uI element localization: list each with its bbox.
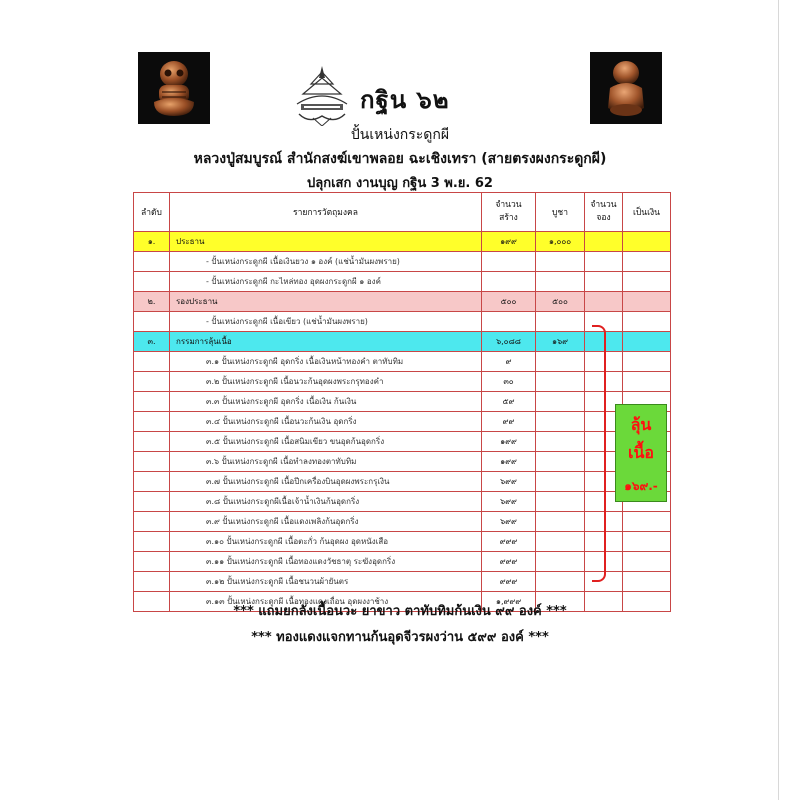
table-row bbox=[134, 392, 671, 412]
table-body bbox=[134, 232, 671, 612]
row-item-name: ๓.๖ ปั้นเหน่งกระดูกผี เนื้อทำลงทองตาทับทิม bbox=[170, 452, 482, 472]
row-reserved bbox=[585, 292, 623, 312]
table-row bbox=[134, 572, 671, 592]
header-reserved: จำนวน จอง bbox=[585, 193, 623, 232]
table-row bbox=[134, 372, 671, 392]
row-created-qty: ๙๙๙ bbox=[482, 572, 536, 592]
row-price bbox=[536, 552, 585, 572]
row-item-name: ๓.๘ ปั้นเหน่งกระดูกผีเนื้อเจ้าน้ำเงินก้นอุดกริ่ง bbox=[170, 492, 482, 512]
table-row bbox=[134, 252, 671, 272]
table-row bbox=[134, 472, 671, 492]
row-price bbox=[536, 472, 585, 492]
row-reserved bbox=[585, 252, 623, 272]
row-index bbox=[134, 272, 170, 292]
row-created-qty: ๖๙๙ bbox=[482, 512, 536, 532]
row-amount bbox=[623, 332, 671, 352]
row-created-qty bbox=[482, 272, 536, 292]
row-item-name: ๓.๑๐ ปั้นเหน่งกระดูกผี เนื้อตะกั่ว ก้นอุดผง อุดหนังเสือ bbox=[170, 532, 482, 552]
table-row bbox=[134, 412, 671, 432]
row-amount bbox=[623, 352, 671, 372]
row-index bbox=[134, 572, 170, 592]
row-price: ๑๖๙ bbox=[536, 332, 585, 352]
row-item-name: ๓.๓ ปั้นเหน่งกระดูกผี อุดกริ่ง เนื้อเงิน ก้นเงิน bbox=[170, 392, 482, 412]
row-item-name: ๓.๕ ปั้นเหน่งกระดูกผี เนื้อสนิมเขียว ขนอุดก้นอุดกริ่ง bbox=[170, 432, 482, 452]
row-created-qty: ๙๙๙ bbox=[482, 552, 536, 572]
row-created-qty: ๑๙๙ bbox=[482, 452, 536, 472]
row-index bbox=[134, 432, 170, 452]
row-created-qty bbox=[482, 252, 536, 272]
subtitle-amulet: ปั้นเหน่งกระดูกผี bbox=[350, 127, 450, 143]
row-created-qty: ๑๙๙ bbox=[482, 232, 536, 252]
row-amount bbox=[623, 572, 671, 592]
row-price bbox=[536, 312, 585, 332]
row-created-qty: ๖๙๙ bbox=[482, 492, 536, 512]
row-amount bbox=[623, 272, 671, 292]
temple-emblem-icon bbox=[289, 64, 355, 126]
table-row bbox=[134, 512, 671, 532]
row-price bbox=[536, 412, 585, 432]
row-item-name: ประธาน bbox=[170, 232, 482, 252]
row-item-name: ๓.๑๒ ปั้นเหน่งกระดูกผี เนื้อชนวนผ้ายันตร bbox=[170, 572, 482, 592]
lucky-label-top: ลุ้น bbox=[630, 415, 652, 434]
lucky-draw-box bbox=[615, 404, 667, 502]
page-title: กฐิน ๖๒ bbox=[360, 86, 450, 114]
row-created-qty: ๓๐ bbox=[482, 372, 536, 392]
row-created-qty: ๖๙๙ bbox=[482, 472, 536, 492]
row-created-qty: ๕๐๐ bbox=[482, 292, 536, 312]
amulet-photo-left bbox=[138, 52, 210, 124]
table-row bbox=[134, 292, 671, 312]
row-index bbox=[134, 372, 170, 392]
table-row bbox=[134, 552, 671, 572]
table-row bbox=[134, 232, 671, 252]
row-price bbox=[536, 272, 585, 292]
row-amount bbox=[623, 372, 671, 392]
subtitle-ceremony: ปลุกเสก งานบุญ กฐิน 3 พ.ย. 62 bbox=[307, 176, 493, 191]
row-index bbox=[134, 552, 170, 572]
row-index bbox=[134, 392, 170, 412]
row-created-qty: ๖,๐๘๘ bbox=[482, 332, 536, 352]
row-index bbox=[134, 512, 170, 532]
header-amount: เป็นเงิน bbox=[623, 193, 671, 232]
row-created-qty bbox=[482, 312, 536, 332]
row-index bbox=[134, 532, 170, 552]
row-price bbox=[536, 372, 585, 392]
amulet-back-icon bbox=[600, 58, 652, 118]
row-price bbox=[536, 392, 585, 412]
table-row bbox=[134, 492, 671, 512]
row-index bbox=[134, 312, 170, 332]
header-price: บูชา bbox=[536, 193, 585, 232]
table-row bbox=[134, 452, 671, 472]
table-row bbox=[134, 332, 671, 352]
row-amount bbox=[623, 532, 671, 552]
row-index: ๑. bbox=[134, 232, 170, 252]
row-amount bbox=[623, 552, 671, 572]
amulet-front-icon bbox=[148, 58, 200, 118]
table-row bbox=[134, 312, 671, 332]
row-item-name: ๓.๒ ปั้นเหน่งกระดูกผี เนื้อนวะก้นอุดผงพระกรุทองคำ bbox=[170, 372, 482, 392]
row-item-name: กรรมการลุ้นเนื้อ bbox=[170, 332, 482, 352]
lucky-price: ๑๖๙.- bbox=[624, 479, 658, 493]
row-created-qty: ๑๙๙ bbox=[482, 432, 536, 452]
row-index bbox=[134, 472, 170, 492]
row-price bbox=[536, 432, 585, 452]
row-item-name: - ปั้นเหน่งกระดูกผี กะไหล่ทอง อุดผงกระดูกผี ๑ องค์ bbox=[170, 272, 482, 292]
header-item: รายการวัตถุมงคล bbox=[170, 193, 482, 232]
row-index bbox=[134, 352, 170, 372]
row-price bbox=[536, 512, 585, 532]
header-index: ลำดับ bbox=[134, 193, 170, 232]
row-price bbox=[536, 252, 585, 272]
row-created-qty: ๙ bbox=[482, 352, 536, 372]
amulet-photo-right bbox=[590, 52, 662, 124]
table-row bbox=[134, 532, 671, 552]
row-item-name: ๓.๗ ปั้นเหน่งกระดูกผี เนื้อปีกเครื่องบินอุดผงพระกรุเงิน bbox=[170, 472, 482, 492]
row-index: ๒. bbox=[134, 292, 170, 312]
row-created-qty: ๕๙ bbox=[482, 392, 536, 412]
row-amount bbox=[623, 292, 671, 312]
row-price bbox=[536, 532, 585, 552]
row-created-qty: ๙๙ bbox=[482, 412, 536, 432]
row-index bbox=[134, 452, 170, 472]
row-price bbox=[536, 492, 585, 512]
row-amount bbox=[623, 252, 671, 272]
bonus-note-1: *** แถมยกลังเนื้อนวะ ยาขาว ตาทับทิมก้นเงิน ๙๙ องค์ *** bbox=[233, 604, 567, 619]
table-row bbox=[134, 352, 671, 372]
row-item-name: รองประธาน bbox=[170, 292, 482, 312]
row-created-qty: ๙๙๙ bbox=[482, 532, 536, 552]
row-price bbox=[536, 572, 585, 592]
row-index bbox=[134, 412, 170, 432]
row-item-name: ๓.๔ ปั้นเหน่งกระดูกผี เนื้อนวะก้นเงิน อุดกริ่ง bbox=[170, 412, 482, 432]
row-item-name: ๓.๑ ปั้นเหน่งกระดูกผี อุดกริ่ง เนื้อเงินหน้าทองคำ ตาทับทิม bbox=[170, 352, 482, 372]
row-item-name: ๓.๑๑ ปั้นเหน่งกระดูกผี เนื้อทองแดงวัชธาตุ ระฆังอุดกริ่ง bbox=[170, 552, 482, 572]
row-amount bbox=[623, 312, 671, 332]
row-price: ๕๐๐ bbox=[536, 292, 585, 312]
header-created: จำนวน สร้าง bbox=[482, 193, 536, 232]
row-price: ๑,๐๐๐ bbox=[536, 232, 585, 252]
row-index bbox=[134, 492, 170, 512]
row-amount bbox=[623, 232, 671, 252]
row-reserved bbox=[585, 272, 623, 292]
row-price bbox=[536, 452, 585, 472]
bonus-note-2: *** ทองแดงแจกทานก้นอุดจีวรผงว่าน ๕๙๙ องค์ *** bbox=[251, 630, 549, 645]
amulet-table bbox=[133, 192, 671, 612]
page-edge bbox=[778, 0, 779, 800]
row-index: ๓. bbox=[134, 332, 170, 352]
row-item-name: - ปั้นเหน่งกระดูกผี เนื้อเขียว (แช่น้ำมันผงพราย) bbox=[170, 312, 482, 332]
row-price bbox=[536, 352, 585, 372]
row-item-name: - ปั้นเหน่งกระดูกผี เนื้อเงินยวง ๑ องค์ (แช่น้ำมันผงพราย) bbox=[170, 252, 482, 272]
table-header-row bbox=[134, 193, 671, 232]
table-row bbox=[134, 432, 671, 452]
row-item-name: ๓.๙ ปั้นเหน่งกระดูกผี เนื้อแดงเพลิงก้นอุดกริ่ง bbox=[170, 512, 482, 532]
table-row bbox=[134, 272, 671, 292]
row-created-qty: ๑,๙๙๙ bbox=[482, 592, 536, 612]
row-reserved bbox=[585, 232, 623, 252]
row-item-name: ๓.๑๓ ปั้นเหน่งกระดูกผี เนื้อทองแดงเถื่อน อุดผงงาช้าง bbox=[170, 592, 482, 612]
lucky-bracket bbox=[592, 325, 606, 582]
lucky-label-bottom: เนื้อ bbox=[627, 443, 654, 462]
subtitle-monk: หลวงปู่สมบูรณ์ สำนักสงฆ์เขาพลอย ฉะเชิงเทรา (สายตรงผงกระดูกผี) bbox=[193, 151, 607, 167]
row-amount bbox=[623, 512, 671, 532]
row-index bbox=[134, 252, 170, 272]
